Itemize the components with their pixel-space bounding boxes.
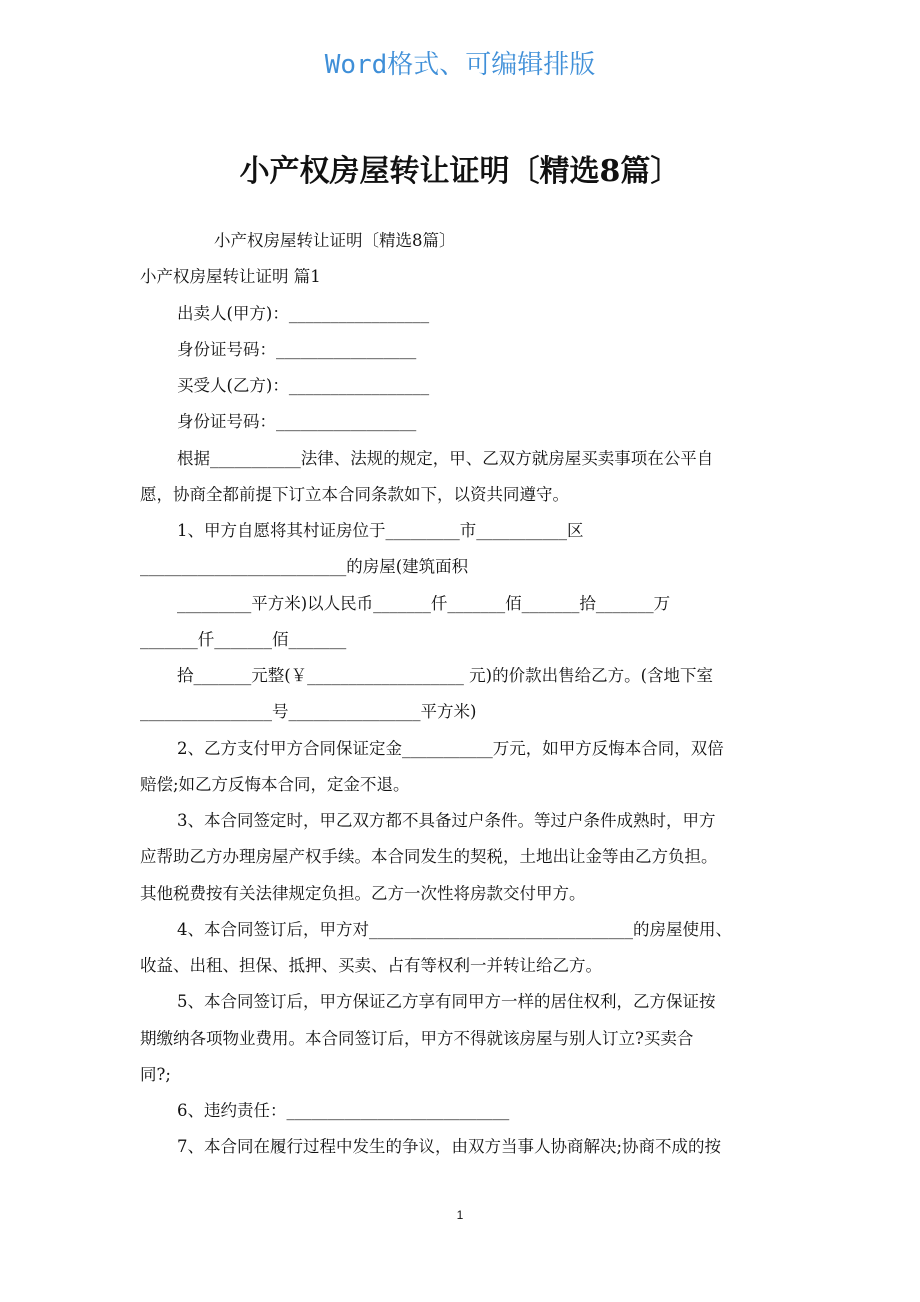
text-line: 5、本合同签订后，甲方保证乙方享有同甲方一样的居住权利，乙方保证按 — [177, 992, 716, 1012]
page-number: 1 — [456, 1208, 464, 1222]
text-line: 1、甲方自愿将其村证房位于_________市___________区 — [177, 521, 584, 540]
document-body — [140, 223, 800, 1166]
text-line: 其他税费按有关法律规定负担。乙方一次性将房款交付甲方。 — [140, 883, 586, 903]
text-line: 赔偿;如乙方反悔本合同，定金不退。 — [140, 774, 410, 794]
text-line: 7、本合同在履行过程中发生的争议，由双方当事人协商解决;协商不成的按 — [177, 1137, 722, 1157]
text-line: 收益、出租、担保、抵押、买卖、占有等权利一并转让给乙方。 — [140, 956, 602, 975]
text-line: 4、本合同签订后，甲方对________________________________的房屋使用、 — [177, 919, 732, 939]
text-line: 身份证号码：_________________ — [177, 339, 417, 359]
text-line: 小产权房屋转让证明〔精选8篇〕 — [214, 231, 456, 250]
text-line: 身份证号码：_________________ — [177, 412, 417, 432]
text-line: 根据___________法律、法规的规定，甲、乙双方就房屋买卖事项在公平自 — [177, 448, 714, 468]
text-line: 小产权房屋转让证明 篇1 — [140, 267, 321, 287]
text-line: 应帮助乙方办理房屋产权手续。本合同发生的契税，土地出让金等由乙方负担。 — [140, 847, 718, 867]
document-title: 小产权房屋转让证明〔精选8篇〕 — [239, 154, 681, 189]
text-line: 同?; — [140, 1064, 171, 1084]
text-line: 愿，协商全都前提下订立本合同条款如下，以资共同遵守。 — [140, 484, 569, 504]
text-line: 6、违约责任：___________________________ — [177, 1101, 510, 1120]
text-line: 2、乙方支付甲方合同保证定金___________万元，如甲方反悔本合同，双倍 — [177, 738, 724, 758]
format-banner: Word格式、可编辑排版 — [324, 50, 596, 80]
text-line: 出卖人(甲方)：_________________ — [177, 303, 430, 323]
text-line: 3、本合同签定时，甲乙双方都不具备过户条件。等过户条件成熟时，甲方 — [177, 811, 716, 830]
text-line: _________平方米)以人民币_______仟_______佰_______拾_______万 — [177, 593, 671, 613]
text-line: 期缴纳各项物业费用。本合同签订后，甲方不得就该房屋与别人订立?买卖合 — [140, 1028, 694, 1048]
text-line: _______仟_______佰_______ — [140, 629, 347, 649]
text-line: ________________号________________平方米) — [140, 702, 477, 722]
text-line: _________________________的房屋(建筑面积 — [140, 557, 469, 577]
text-line: 买受人(乙方)：_________________ — [177, 376, 430, 395]
text-line: 拾_______元整(￥___________________ 元)的价款出售给乙方。(含地下室 — [177, 666, 714, 685]
